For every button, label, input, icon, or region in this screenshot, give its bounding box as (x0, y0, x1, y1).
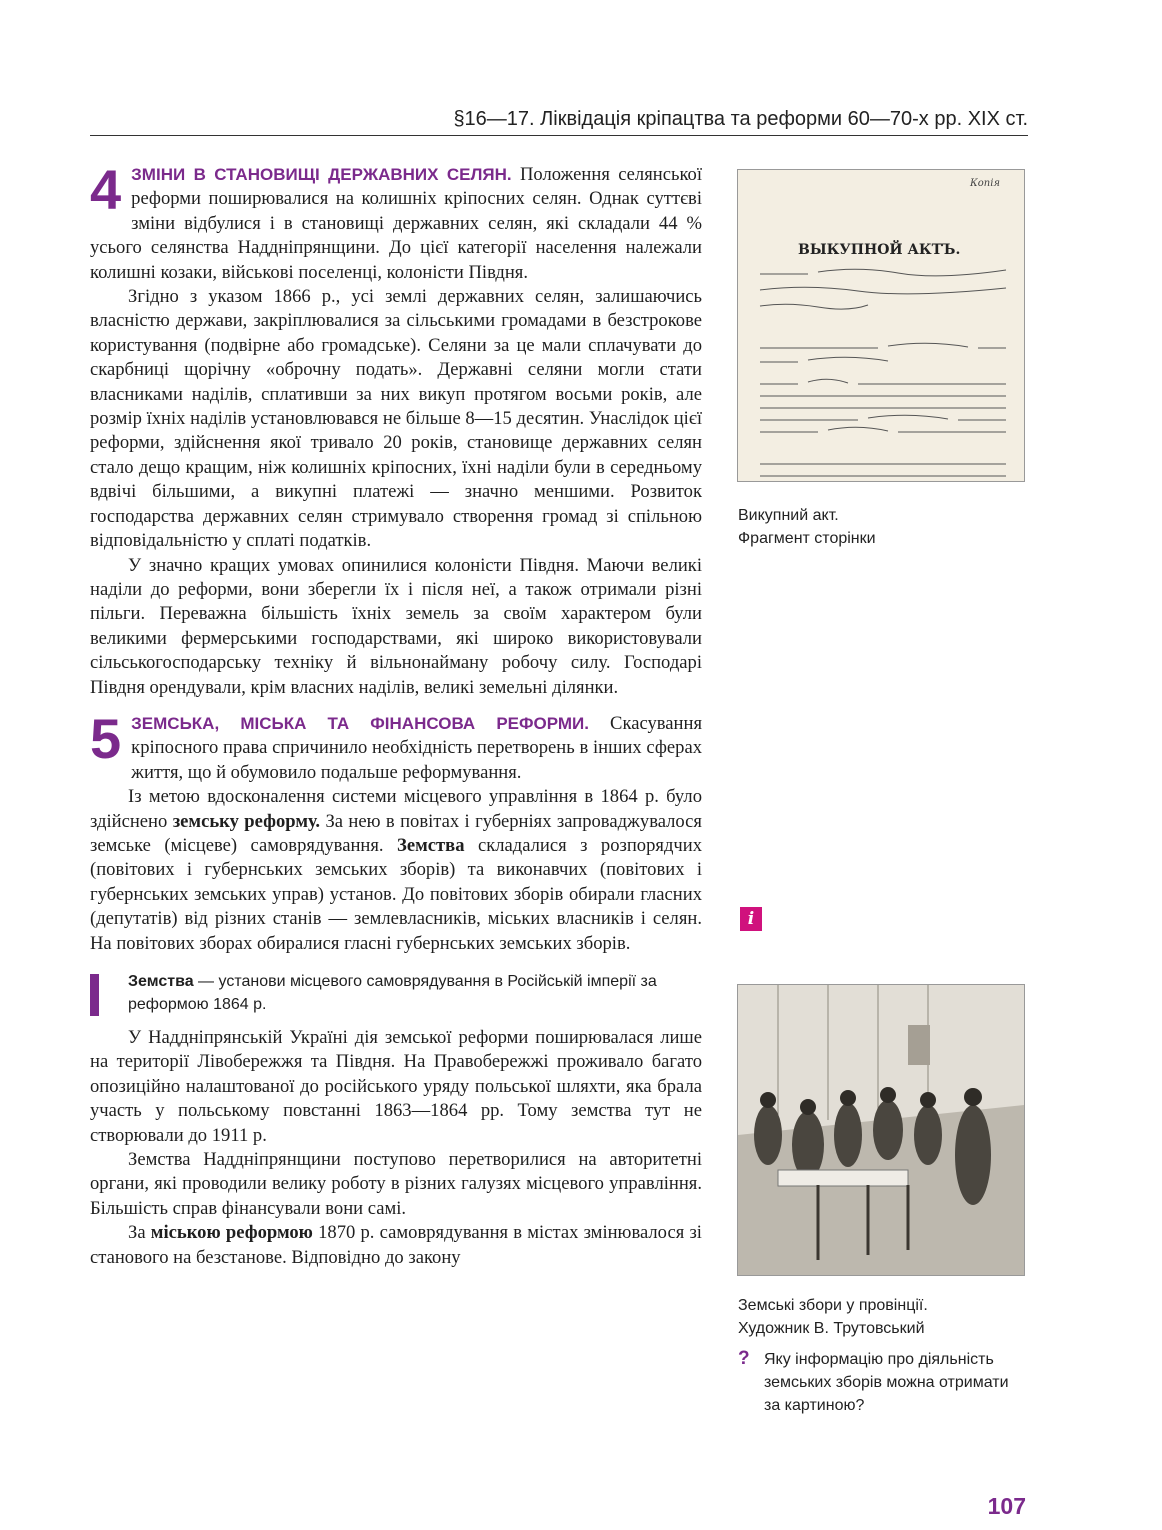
definition-bar (90, 974, 99, 1016)
text-run: 1870 р. самоврядування в містах змінювалося зі станового на безстанове. Відповідно до закону (90, 1222, 702, 1268)
section-number: 4 (90, 158, 122, 221)
text-run: За нею в повітах і губерніях запроваджувалося земське (місцеве) самоврядування. (90, 810, 702, 856)
paragraph-text: Скасування кріпосного права спричинило необхідність перетворень в інших сферах життя, що й обумовило подальше реформування. (131, 712, 702, 783)
section-title: ЗЕМСЬКА, МІСЬКА ТА ФІНАНСОВА РЕФОРМИ. (131, 713, 589, 733)
doc-title: ВЫКУПНОЙ АКТЪ. (798, 242, 961, 258)
question-mark-icon: ? (738, 1348, 750, 1369)
text-run: Із метою вдосконалення системи місцевого управління в 1864 р. було здійснено (90, 786, 702, 832)
paragraph (90, 706, 702, 785)
caption-redemption-act (738, 504, 1028, 550)
main-text-column (90, 158, 703, 1270)
caption-line: Фрагмент сторінки (738, 530, 876, 547)
paragraph (90, 785, 702, 956)
caption-line: Художник В. Трутовський (738, 1320, 925, 1337)
info-icon: i (740, 907, 762, 931)
bold-term: міською реформою (150, 1222, 313, 1244)
section-title: ЗМІНИ В СТАНОВИЩІ ДЕРЖАВНИХ СЕЛЯН. (131, 165, 512, 184)
question-text: Яку інформацію про діяльність земських зборів можна отримати за картиною? (764, 1351, 1009, 1414)
caption-zemstvo-meeting (738, 1294, 1028, 1340)
paragraph (90, 158, 702, 285)
paragraph (90, 1221, 702, 1270)
definition-box (90, 970, 702, 1016)
caption-line: Викупний акт. (738, 507, 839, 524)
section-4 (90, 158, 702, 700)
doc-corner-note: Копія (970, 178, 1001, 189)
paragraph: Земства Наддніпрянщини поступово перетворилися на авторитетні органи, які проводили велику роботу в різних галузях місцевого управління. Більшість справ фінансували вони самі. (90, 1149, 702, 1219)
running-header: §16—17. Ліквідація кріпацтва та реформи 60—70-х рр. XIX ст. (453, 108, 1028, 130)
paragraph-text: Положення селянської реформи поширювалися на колишніх кріпосних селян. Однак суттєві зміни відбулися і в становищі державних селян, які складали 44 % усього селянства Наддніпрянщини. До цієї категорії населення належали колишні козаки, військові поселенці, колоністи Півдня. (90, 164, 702, 283)
text-run: складалися з розпорядчих (повітових і губернських земських зборів) та виконавчих (повітових і губернських земських управ) установ. До повітових зборів обирали гласних (депутатів) від різних станів — землевласників, міських власників і селян. На повітових зборах обиралися гласні губернських земських зборів. (90, 834, 703, 954)
header-rule (90, 135, 1028, 136)
redemption-act-image (737, 169, 1025, 482)
zemstvo-meeting-painting (737, 984, 1025, 1276)
paragraph: Згідно з указом 1866 р., усі землі державних селян, залишаючись власністю держави, закріплювалися за сільськими громадами в безстрокове користування (подвірне або громадське). Селяни за це мали сплачувати до скарбниці щорічну «оброчну подать». Державні селяни могли стати власниками наділів, сплативши за них викуп протягом восьми років, але розмір їхніх наділів установлювався не більше 8—15 десятин. Унаслідок цієї реформи, здійснення якої тривало 20 років, становище державних селян стало дещо кращим, ніж колишніх кріпосних, їхні наділи були в середньому вдвічі більшими, а викупні платежі — значно меншими. Розвиток господарства державних селян стримувало створення громад зі спільною відповідальністю у сплаті податків. (90, 286, 702, 552)
caption-line: Земські збори у провінції. (738, 1297, 928, 1314)
paragraph: У значно кращих умовах опинилися колоністи Півдня. Маючи великі наділи до реформи, вони зберегли їх і після неї, а також отримали різні пільги. Переважна більшість їхніх земель за своїм характером були великими фермерськими господарствами, які широко використовували сільськогосподарську техніку й вільнонайману робочу силу. Господарі Півдня орендували, крім власних наділів, великі земельні ділянки. (90, 554, 702, 698)
section-number: 5 (90, 706, 122, 770)
definition-term: Земства (128, 973, 194, 990)
definition-text: — установи місцевого самоврядування в Російській імперії за реформою 1864 р. (128, 973, 657, 1013)
bold-term: земську реформу. (172, 810, 321, 832)
bold-term: Земства (397, 834, 465, 856)
section-5 (90, 706, 703, 1270)
page-number: 107 (987, 1493, 1026, 1519)
paragraph: У Наддніпрянській Україні дія земської реформи поширювалася лише на території Лівобережжя та Півдня. На Правобережжі проживало багато опозиційно налаштованої до російського уряду польської шляхти, яка брала участь у польському повстанні 1863—1864 рр. Тому земства тут не створювали до 1911 р. (90, 1027, 702, 1146)
text-run: За (128, 1222, 146, 1244)
